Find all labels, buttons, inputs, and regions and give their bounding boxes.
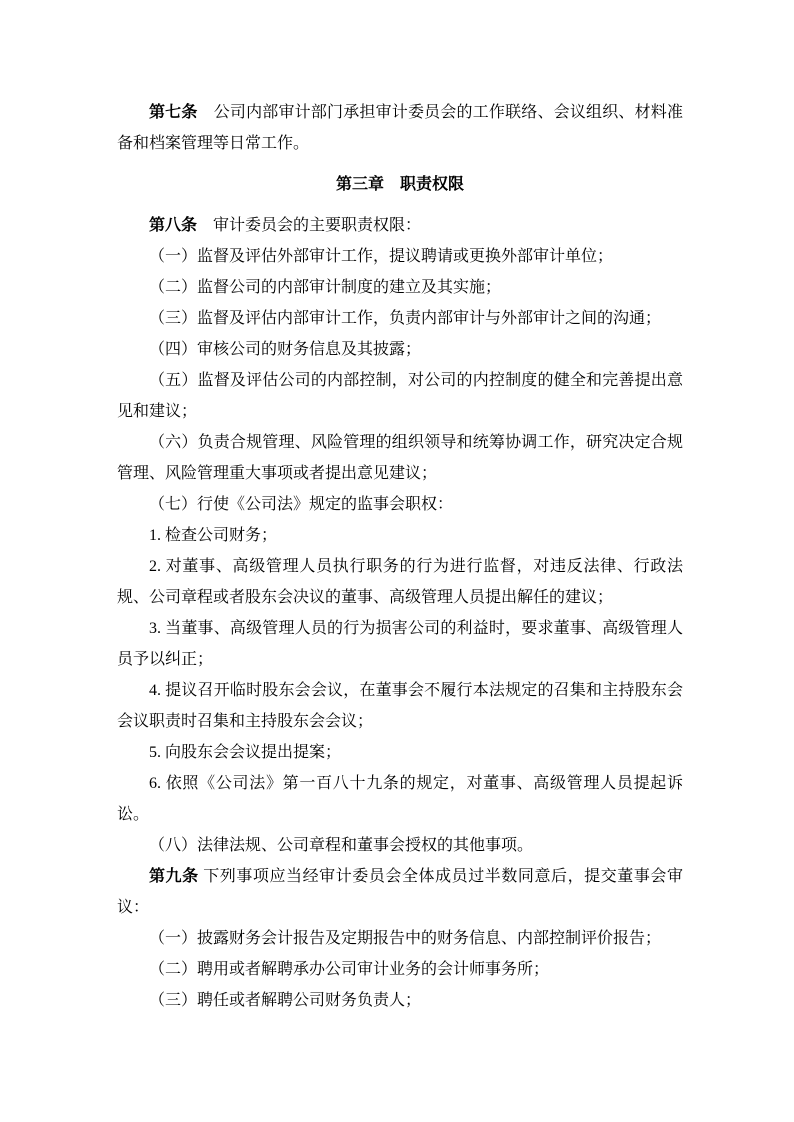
article-paragraph: 第八条 审计委员会的主要职责权限： xyxy=(149,217,422,234)
list-item: （三）聘任或者解聘公司财务负责人； xyxy=(149,992,422,1009)
sub-list-item: 4. 提议召开临时股东会会议，在董事会不履行本法规定的召集和主持股东会会议职责时召集和主持股东会会议； xyxy=(117,682,683,730)
list-item: （六）负责合规管理、风险管理的组织领导和统筹协调工作，研究决定合规管理、风险管理重大事项或者提出意见建议； xyxy=(117,434,683,482)
list-item: （八）法律法规、公司章程和董事会授权的其他事项。 xyxy=(149,837,534,854)
article-number: 第九条 xyxy=(149,868,199,885)
article-number: 第七条 xyxy=(149,104,198,121)
article-paragraph: 第九条 下列事项应当经审计委员会全体成员过半数同意后，提交董事会审议： xyxy=(117,868,683,916)
list-item: （一）监督及评估外部审计工作，提议聘请或更换外部审计单位； xyxy=(149,248,614,265)
list-item: （五）监督及评估公司的内部控制，对公司的内控制度的健全和完善提出意见和建议； xyxy=(117,372,683,420)
list-item: （二）聘用或者解聘承办公司审计业务的会计师事务所； xyxy=(149,961,550,978)
sub-list-item: 2. 对董事、高级管理人员执行职务的行为进行监督，对违反法律、行政法规、公司章程或者股东会决议的董事、高级管理人员提出解任的建议； xyxy=(117,558,683,606)
sub-list-item: 6. 依照《公司法》第一百八十九条的规定，对董事、高级管理人员提起诉讼。 xyxy=(117,775,683,823)
list-item: （三）监督及评估内部审计工作，负责内部审计与外部审计之间的沟通； xyxy=(149,310,662,327)
list-item: （二）监督公司的内部审计制度的建立及其实施； xyxy=(149,279,502,296)
list-item: （七）行使《公司法》规定的监事会职权： xyxy=(149,496,454,513)
article-paragraph: 第七条 公司内部审计部门承担审计委员会的工作联络、会议组织、材料准备和档案管理等日常工作。 xyxy=(117,104,683,152)
sub-list-item: 5. 向股东会会议提出提案； xyxy=(149,744,342,761)
sub-list-item: 3. 当董事、高级管理人员的行为损害公司的利益时，要求董事、高级管理人员予以纠正； xyxy=(117,620,683,668)
chapter-heading: 第三章 职责权限 xyxy=(335,176,464,193)
list-item: （四）审核公司的财务信息及其披露； xyxy=(149,341,422,358)
article-number: 第八条 xyxy=(149,217,198,234)
list-item: （一）披露财务会计报告及定期报告中的财务信息、内部控制评价报告； xyxy=(149,930,662,947)
sub-list-item: 1. 检查公司财务； xyxy=(149,527,278,544)
